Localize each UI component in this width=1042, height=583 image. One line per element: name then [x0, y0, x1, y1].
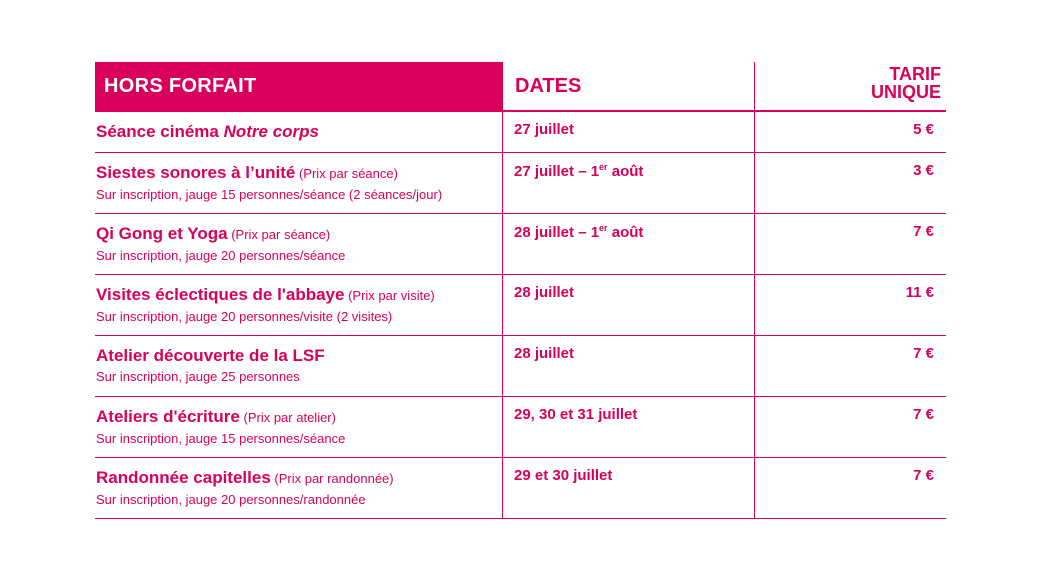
date-text-end: août: [607, 224, 644, 241]
date-cell: [503, 336, 755, 396]
date-text: 28 juillet – 1: [514, 224, 600, 241]
activity-title: [96, 162, 502, 185]
price-cell: 5 €: [913, 121, 934, 138]
activity-cell: [95, 153, 503, 213]
price-cell: 11 €: [905, 284, 934, 301]
date-cell: [503, 275, 755, 335]
table-row: [95, 153, 946, 214]
header-tarif-line1: TARIF: [889, 64, 941, 84]
activity-name: Visites éclectiques de l'abbaye: [96, 285, 345, 304]
activity-title: [96, 121, 502, 144]
activity-note: (Prix par randonnée): [270, 471, 394, 486]
date-text: 28 juillet: [514, 284, 575, 301]
activity-subtitle: Sur inscription, jauge 20 personnes/visite (2 visites): [96, 309, 393, 324]
header-tarif-line2: UNIQUE: [870, 82, 941, 102]
table-header: [95, 62, 946, 112]
table-row: [95, 214, 946, 275]
date-text-end: août: [607, 163, 644, 180]
date-superscript: er: [599, 162, 608, 172]
activity-name: Qi Gong et Yoga: [96, 224, 228, 243]
activity-cell: [95, 397, 503, 457]
price-cell: 3 €: [913, 162, 934, 179]
activity-subtitle: Sur inscription, jauge 15 personnes/séance: [96, 431, 346, 446]
activity-title: [96, 345, 502, 367]
date-text: 29 et 30 juillet: [514, 467, 613, 484]
header-tarif: [755, 62, 946, 110]
activity-note: (Prix par séance): [227, 227, 331, 242]
activity-cell: [95, 112, 503, 152]
activity-note: (Prix par atelier): [239, 410, 336, 425]
activity-subtitle: Sur inscription, jauge 25 personnes: [96, 369, 300, 384]
price-cell: 7 €: [913, 406, 934, 423]
activity-title: [96, 406, 502, 429]
activity-subtitle: Sur inscription, jauge 20 personnes/séance: [96, 248, 346, 263]
date-cell: [503, 397, 755, 457]
activity-name-italic: Notre corps: [223, 122, 319, 141]
activity-cell: [95, 275, 503, 335]
table-row: [95, 112, 946, 153]
activity-note: (Prix par séance): [295, 166, 398, 181]
date-text: 27 juillet: [514, 121, 575, 138]
header-title: HORS FORFAIT: [95, 62, 503, 110]
activity-name: Séance cinéma: [96, 122, 224, 141]
activity-subtitle: Sur inscription, jauge 15 personnes/séance (2 séances/jour): [96, 187, 443, 202]
activity-name: Randonnée capitelles: [96, 468, 271, 487]
date-text: 27 juillet – 1: [514, 163, 600, 180]
activity-subtitle: Sur inscription, jauge 20 personnes/randonnée: [96, 492, 366, 507]
activity-name: Ateliers d'écriture: [96, 407, 240, 426]
table-row: [95, 336, 946, 397]
date-cell: [503, 153, 755, 213]
date-cell: [503, 458, 755, 518]
date-text: 29, 30 et 31 juillet: [514, 406, 638, 423]
activity-title: [96, 467, 502, 490]
price-cell: 7 €: [913, 345, 934, 362]
price-cell: 7 €: [913, 223, 934, 240]
activity-note: (Prix par visite): [344, 288, 435, 303]
activity-name: Siestes sonores à l’unité: [96, 163, 296, 182]
date-cell: [503, 214, 755, 274]
date-superscript: er: [599, 223, 608, 233]
activity-title: [96, 223, 502, 246]
price-cell: 7 €: [913, 467, 934, 484]
date-cell: [503, 112, 755, 152]
activity-cell: [95, 458, 503, 518]
table-row: [95, 275, 946, 336]
header-dates: DATES: [503, 62, 755, 110]
activity-cell: [95, 336, 503, 396]
activity-cell: [95, 214, 503, 274]
table-row: [95, 397, 946, 458]
activity-name: Atelier découverte de la LSF: [96, 346, 325, 365]
activity-title: [96, 284, 502, 307]
table-row: [95, 458, 946, 519]
date-text: 28 juillet: [514, 345, 575, 362]
pricing-table: [95, 62, 946, 519]
